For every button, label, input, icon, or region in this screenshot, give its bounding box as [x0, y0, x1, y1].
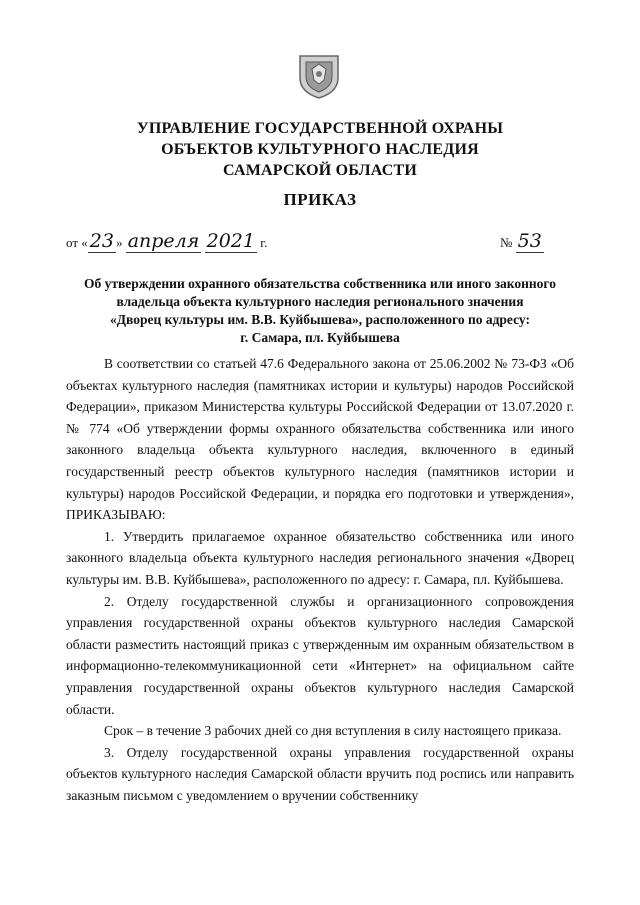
date-month: апреля [127, 230, 200, 252]
number-label: № [500, 235, 513, 250]
order-subject [66, 275, 574, 347]
order-date [66, 230, 267, 252]
order-number [500, 230, 544, 252]
agency-header [0, 118, 640, 181]
header-line-3: САМАРСКОЙ ОБЛАСТИ [223, 162, 417, 179]
subject-line-3: «Дворец культуры им. В.В. Куйбышева», расположенного по адресу: [110, 312, 530, 327]
date-mid: » [115, 235, 123, 250]
order-title: ПРИКАЗ [283, 190, 357, 209]
number-value: 53 [517, 230, 542, 252]
date-day: 23 [89, 230, 114, 252]
coat-of-arms-icon [294, 50, 344, 100]
paragraph-preamble: В соответствии со статьей 47.6 Федерального закона от 25.06.2002 № 73-ФЗ «Об объектах культурного наследия (памятниках истории и культуры) народов Российской Федерации», приказом Министерства культуры Российской Федерации от 13.07.2020 г. № 774 «Об утверждении формы охранного обязательства собственника или иного законного владельца объекта культурного наследия, включенного в единый государственный реестр объектов культурного наследия (памятников истории и культуры) народов Российской Федерации, и порядка его подготовки и утверждения», ПРИКАЗЫВАЮ: [66, 356, 574, 523]
paragraph-deadline: Срок – в течение 3 рабочих дней со дня вступления в силу настоящего приказа. [104, 723, 562, 739]
date-year: 2021 [206, 230, 255, 252]
header-line-2: ОБЪЕКТОВ КУЛЬТУРНОГО НАСЛЕДИЯ [161, 141, 479, 158]
header-line-1: УПРАВЛЕНИЕ ГОСУДАРСТВЕННОЙ ОХРАНЫ [136, 120, 504, 137]
paragraph-item-1: 1. Утвердить прилагаемое охранное обязательство собственника или иного законного владельца объекта культурного наследия регионального значения «Дворец культуры им. В.В. Куйбышева», расположенного по адресу: г. Самара, пл. Куйбышева. [66, 528, 574, 587]
subject-line-2: владельца объекта культурного наследия регионального значения [116, 294, 524, 309]
paragraph-item-2: 2. Отделу государственной службы и организационного сопровождения управления государственной охраны объектов культурного наследия Самарской области разместить настоящий приказ с утвержденным им охранным обязательством в информационно-телекоммуникационной сети «Интернет» на официальном сайте управления государственной охраны объектов культурного наследия Самарской области. [66, 593, 574, 717]
order-body [66, 353, 574, 806]
paragraph-item-3: 3. Отделу государственной охраны управления государственной охраны объектов культурного наследия Самарской области вручить под роспись или направить заказным письмом с уведомлением о вручении собственнику [66, 744, 574, 803]
subject-line-4: г. Самара, пл. Куйбышева [240, 330, 400, 345]
date-prefix: от « [66, 235, 88, 250]
date-suffix: г. [260, 235, 268, 250]
subject-line-1: Об утверждении охранного обязательства собственника или иного законного [84, 276, 556, 291]
